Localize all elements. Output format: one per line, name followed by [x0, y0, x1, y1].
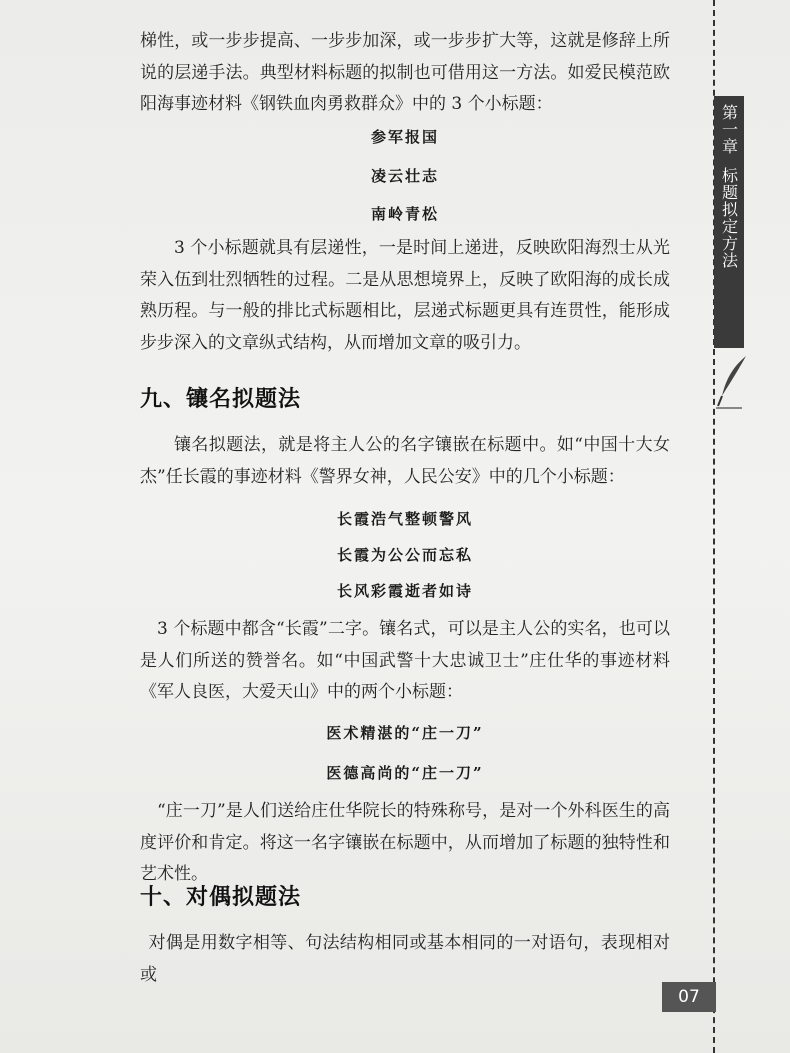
page-number: 07: [662, 982, 716, 1012]
subtitle-5: 长霞为公公而忘私: [336, 546, 473, 564]
paragraph-layered-analysis: 3 个小标题就具有层递性，一是时间上递进，反映欧阳海烈士从光荣入伍到壮烈牺牲的过程。二是从思想境界上，反映了欧阳海的成长成熟历程。与一般的排比式标题相比，层递式标题更具有连贯性，能形成步步深入的文章纵式结构，从而增加文章的吸引力。: [140, 238, 670, 353]
subtitle-3: 南岭青松: [370, 205, 439, 223]
subtitle-1: 参军报国: [370, 128, 439, 146]
paragraph-layered: 梯性，或一步步提高、一步步加深，或一步步扩大等，这就是修辞上所说的层递手法。典型材料标题的拟制也可借用这一方法。如爱民模范欧阳海事迹材料《钢铁血肉勇救群众》中的 3 个小标题：: [140, 31, 670, 114]
paragraph-name-examples: 3 个标题中都含“长霞”二字。镶名式，可以是主人公的实名，也可以是人们所送的赞誉名。如“中国武警十大忠诚卫士”庄仕华的事迹材料《军人良医，大爱天山》中的两个小标题：: [140, 619, 670, 702]
section-heading-9: 九、镶名拟题法: [140, 387, 302, 412]
chapter-side-tab: [714, 96, 744, 348]
subtitle-6: 长风彩霞逝者如诗: [336, 582, 473, 600]
section-heading-10: 十、对偶拟题法: [140, 885, 302, 910]
subtitle-8: 医德高尚的“庄一刀”: [326, 764, 484, 782]
subtitle-4: 长霞浩气整顿警风: [336, 510, 473, 528]
paragraph-nickname: “庄一刀”是人们送给庄仕华院长的特殊称号，是对一个外科医生的高度评价和肯定。将这一名字镶嵌在标题中，从而增加了标题的独特性和艺术性。: [140, 801, 670, 884]
paragraph-antithesis: 对偶是用数字相等、句法结构相同或基本相同的一对语句，表现相对或: [140, 933, 670, 985]
paragraph-name-embedding: 镶名拟题法，就是将主人公的名字镶嵌在标题中。如“中国十大女杰”任长霞的事迹材料《警界女神，人民公安》中的几个小标题：: [140, 435, 670, 487]
quill-icon: [712, 352, 756, 412]
chapter-label: 第一章: [719, 104, 739, 155]
chapter-title: 标题拟定方法: [719, 167, 739, 269]
subtitle-7: 医术精湛的“庄一刀”: [326, 724, 484, 742]
subtitle-2: 凌云壮志: [370, 167, 439, 185]
